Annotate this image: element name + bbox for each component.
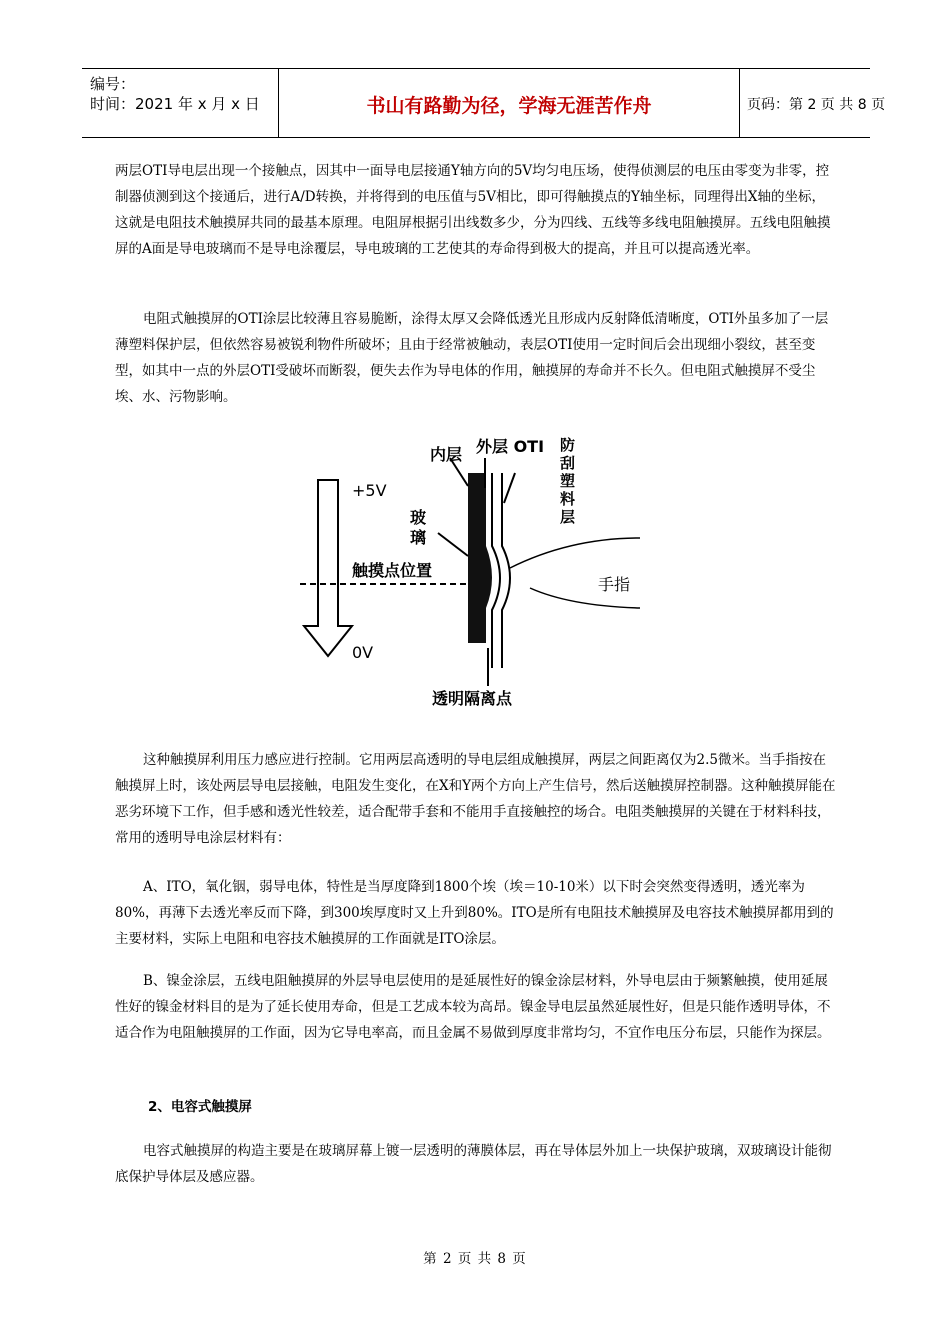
- header-motto-cell: [278, 69, 740, 137]
- plastic-layer: [502, 473, 510, 668]
- paragraph-2: 电阻式触摸屏的OTI涂层比较薄且容易脆断，涂得太厚又会降低透光且形成内反射降低清晰度，OTI外虽多加了一层薄塑料保护层，但依然容易被锐利物件所破坏；且由于经常被触动，表层OTI使用一定时间后会出现细小裂纹，甚至变型，如其中一点的外层OTI受破坏而断裂，便失去作为导电体的作用，触摸屏的寿命并不长久。但电阻式触摸屏不受尘埃、水、污物影响。: [115, 311, 829, 405]
- label-plus-5v: +5V: [352, 481, 387, 500]
- paragraph-5: B、镍金涂层，五线电阻触摸屏的外层导电层使用的是延展性好的镍金涂层材料，外导电层由于频繁触摸，使用延展性好的镍金材料目的是为了延长使用寿命，但是工艺成本较为高昂。镍金导电层虽然延展性好，但是只能作透明导体，不适合作为电阻触摸屏的工作面，因为它导电率高，而且金属不易做到厚度非常均匀，不宜作电压分布层，只能作为探层。: [115, 973, 831, 1041]
- page-code: 页码：第 2 页 共 8 页: [747, 97, 886, 113]
- resistive-touch-diagram: [300, 428, 640, 718]
- label-0v: 0V: [352, 643, 374, 662]
- voltage-arrow: [304, 480, 352, 656]
- outer-oti-layer: [492, 473, 500, 668]
- header-right-cell: [739, 69, 886, 137]
- label-glass-2: 璃: [410, 528, 427, 547]
- paragraph-4: A、ITO，氧化铟，弱导电体，特性是当厚度降到1800个埃（埃＝10-10米）以下时会突然变得透明，透光率为80%，再薄下去透光率反而下降，到300埃厚度时又上升到80%。ITO是所有电阻技术触摸屏及电容技术触摸屏都用到的主要材料，实际上电阻和电容技术触摸屏的工作面就是ITO涂层。: [115, 879, 834, 947]
- paragraph-6: 电容式触摸屏的构造主要是在玻璃屏幕上镀一层透明的薄膜体层，再在导体层外加上一块保护玻璃，双玻璃设计能彻底保护导体层及感应器。: [115, 1143, 832, 1185]
- section-title: 2、电容式触摸屏: [148, 1099, 252, 1115]
- label-plastic-3: 塑: [560, 472, 576, 490]
- label-spacer-dot: 透明隔离点: [432, 689, 513, 708]
- inner-layer: [468, 473, 492, 643]
- label-touch-position: 触摸点位置: [352, 561, 433, 580]
- label-glass-1: 玻: [410, 508, 427, 527]
- glass-pointer: [438, 533, 468, 556]
- label-finger: 手指: [598, 575, 631, 594]
- motto: 书山有路勤为径，学海无涯苦作舟: [366, 95, 652, 117]
- paragraph-3: 这种触摸屏利用压力感应进行控制。它用两层高透明的导电层组成触摸屏，两层之间距离仅为2.5微米。当手指按在触摸屏上时，该处两层导电层接触，电阻发生变化，在X和Y两个方向上产生信号，然后送触摸屏控制器。这种触摸屏能在恶劣环境下工作，但手感和透光性较差，适合配带手套和不能用手直接触控的场合。电阻类触摸屏的关键在于材料科技，常用的透明导电涂层材料有：: [115, 752, 836, 846]
- page-footer: 第 2 页 共 8 页: [423, 1251, 527, 1267]
- plastic-pointer: [504, 473, 515, 503]
- header-left-cell: [82, 69, 278, 137]
- label-plastic-4: 料: [560, 490, 576, 508]
- label-outer-oti: 外层 OTI: [476, 437, 545, 456]
- label-plastic-1: 防: [560, 436, 576, 454]
- label-inner-layer: 内层: [430, 445, 463, 464]
- number-label: 编号：: [90, 75, 136, 93]
- time-label: 时间：2021 年 x 月 x 日: [90, 95, 260, 113]
- label-plastic-2: 刮: [560, 454, 576, 472]
- page-header: [82, 68, 886, 138]
- label-plastic-5: 层: [560, 508, 576, 526]
- finger-outline-top: [510, 538, 640, 568]
- paragraph-1: 两层OTI导电层出现一个接触点，因其中一面导电层接通Y轴方向的5V均匀电压场，使得侦测层的电压由零变为非零，控制器侦测到这个接通后，进行A/D转换，并将得到的电压值与5V相比，即可得触摸点的Y轴坐标，同理得出X轴的坐标，这就是电阻技术触摸屏共同的最基本原理。电阻屏根据引出线数多少，分为四线、五线等多线电阻触摸屏。五线电阻触摸屏的A面是导电玻璃而不是导电涂覆层，导电玻璃的工艺使其的寿命得到极大的提高，并且可以提高透光率。: [115, 163, 831, 257]
